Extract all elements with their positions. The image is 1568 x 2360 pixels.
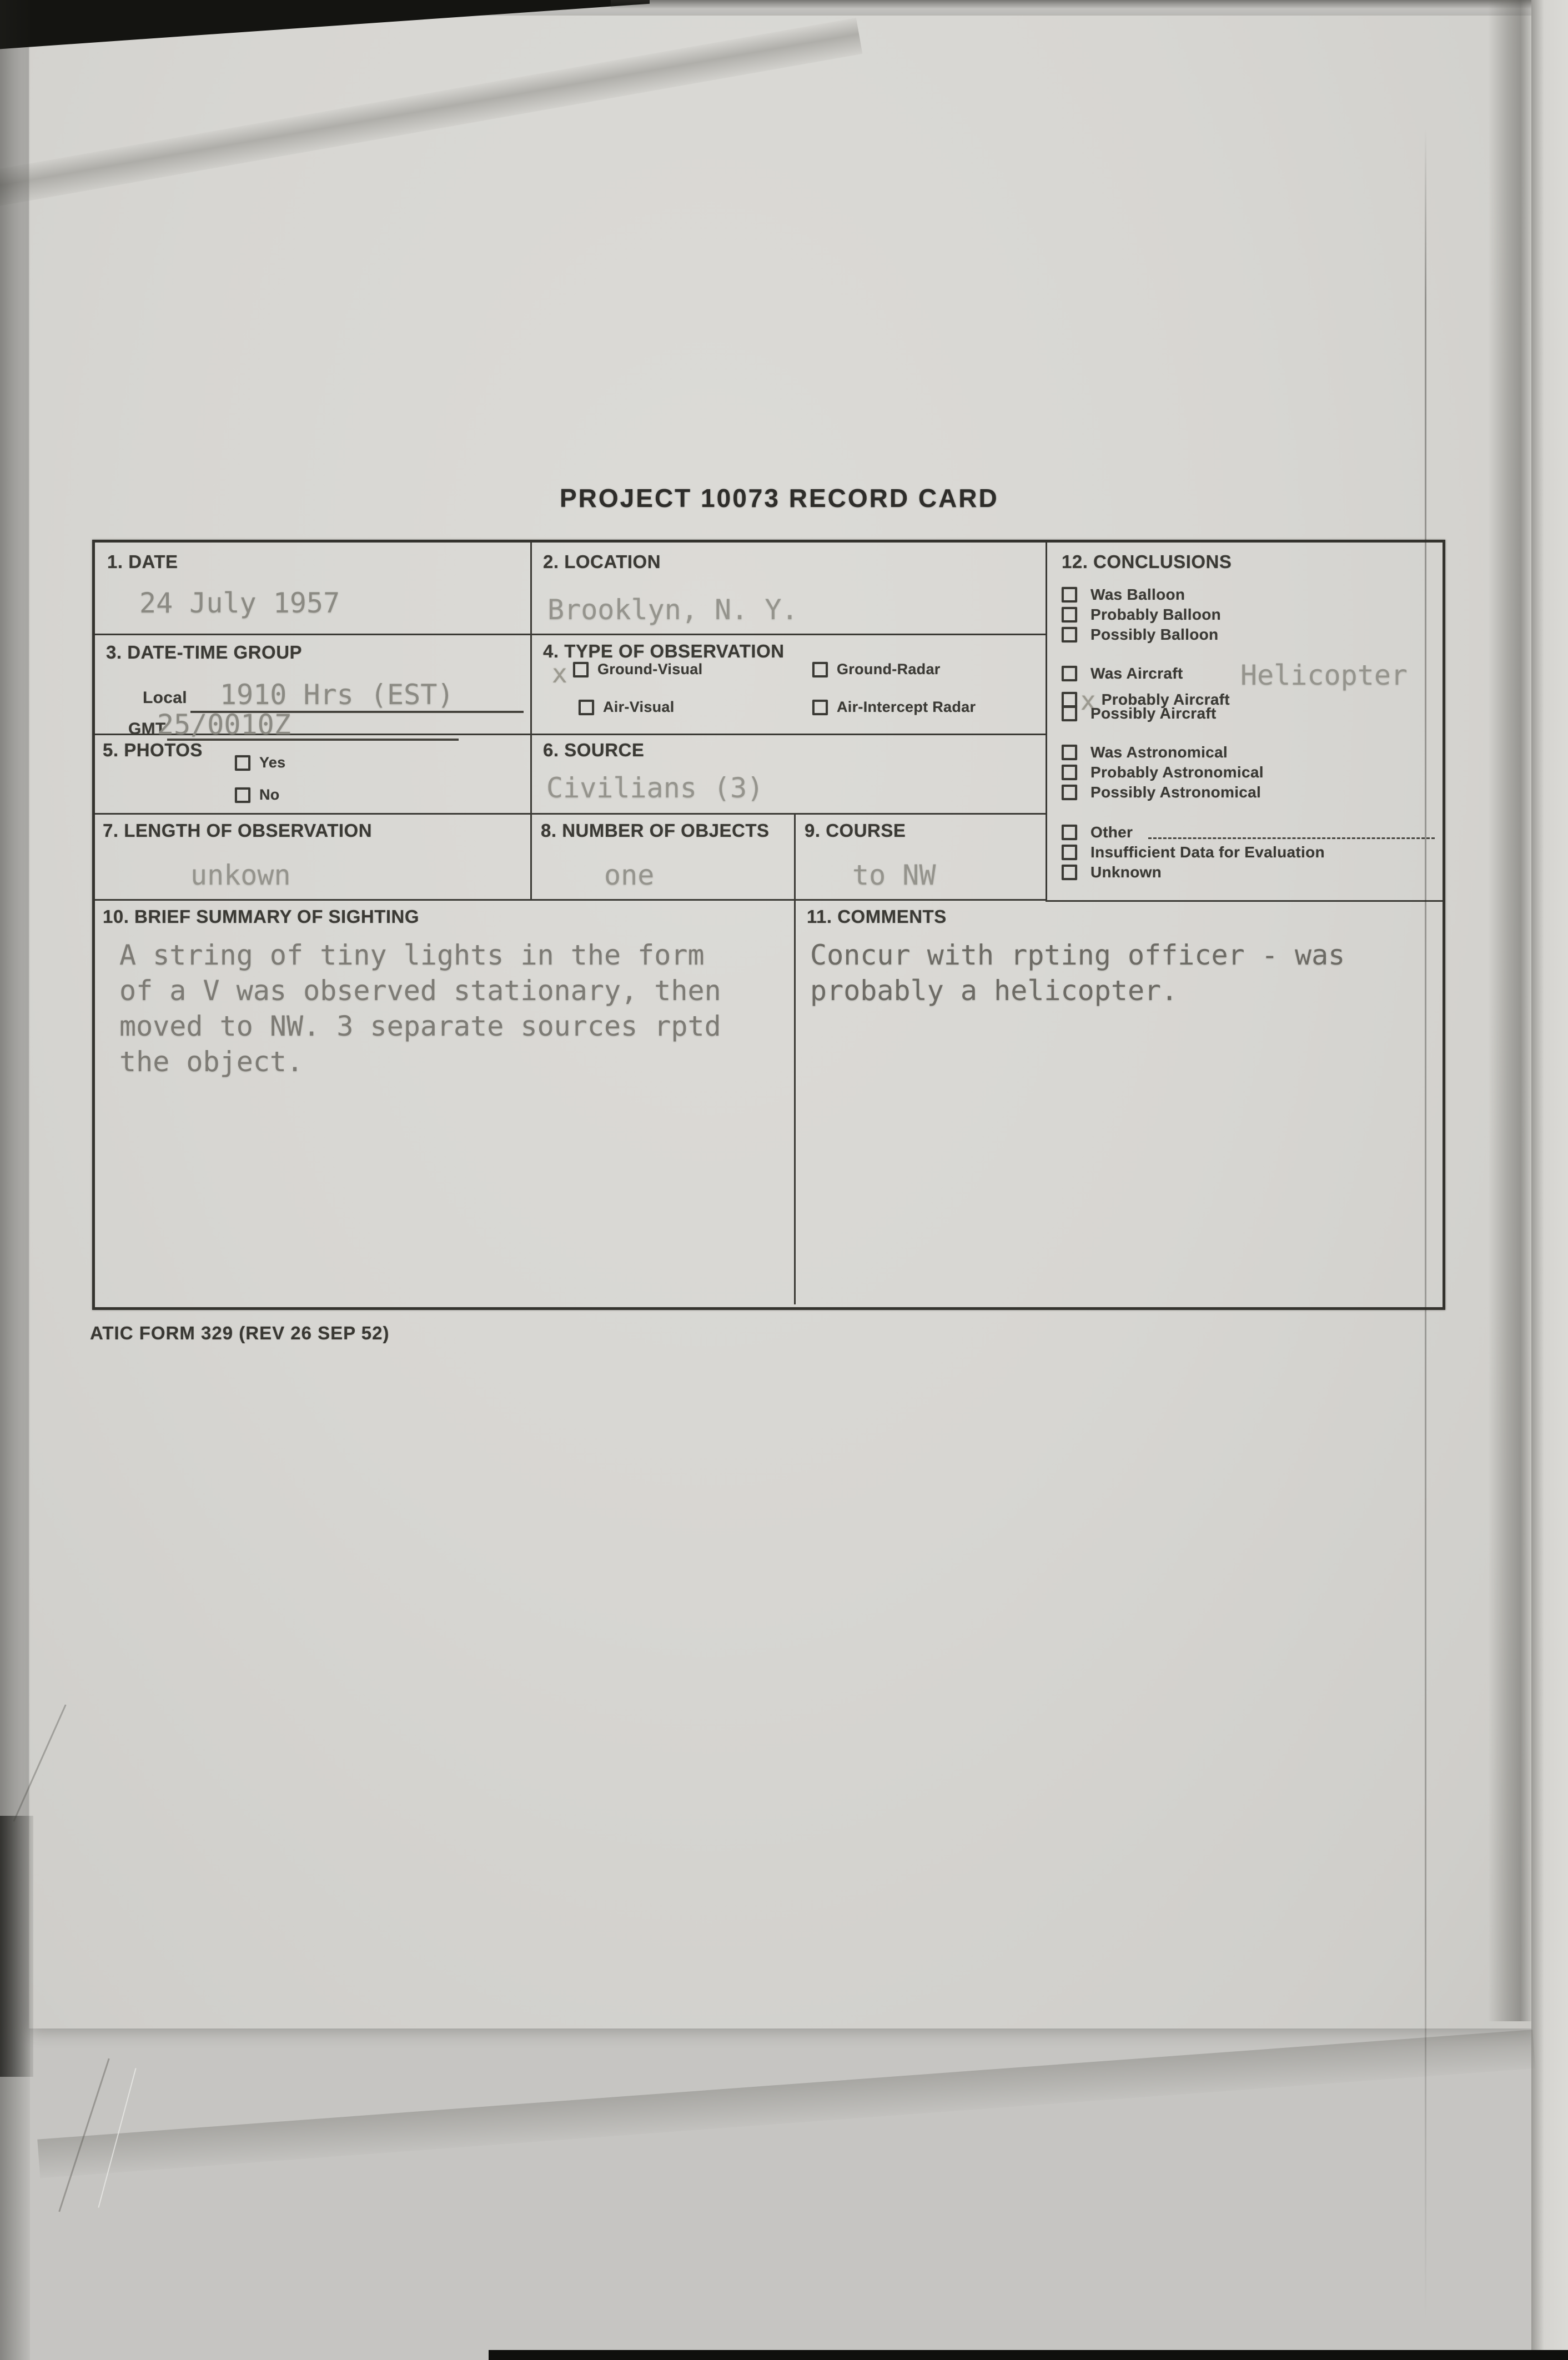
probably-balloon-checkbox	[1062, 607, 1077, 622]
number-of-objects-value: one	[604, 859, 655, 891]
air-intercept-radar-label: Air-Intercept Radar	[837, 699, 976, 715]
conclusion-row	[1062, 659, 1435, 691]
scan-smudge-top	[611, 0, 1568, 9]
cell-source	[532, 735, 1046, 815]
scan-edge-bottom	[489, 2350, 1568, 2360]
conclusion-row	[1062, 586, 1435, 604]
gmt-value: 25/0010Z	[157, 709, 291, 741]
scan-edge-right-band	[1488, 0, 1531, 2021]
possibly-balloon-checkbox	[1062, 627, 1077, 642]
scan-edge-right	[1531, 0, 1568, 2360]
photos-yes-checkbox	[235, 755, 250, 771]
cell-comments	[796, 901, 1443, 1304]
number-of-objects-label: 8. NUMBER OF OBJECTS	[541, 820, 770, 841]
ground-radar-checkbox	[812, 662, 828, 677]
insufficient-data-checkbox	[1062, 845, 1077, 860]
conclusion-row	[1062, 784, 1435, 801]
was-aircraft-checkbox	[1062, 666, 1077, 681]
comments-label: 11. COMMENTS	[807, 906, 947, 927]
photos-yes-label: Yes	[259, 754, 286, 771]
conclusion-label: Probably Aircraft	[1101, 691, 1230, 708]
conclusion-label: Possibly Astronomical	[1090, 784, 1262, 801]
conclusion-row	[1062, 863, 1435, 881]
record-card-form	[92, 540, 1445, 1310]
summary-line: the object.	[119, 1046, 304, 1078]
air-visual-label: Air-Visual	[603, 699, 675, 715]
date-value: 24 July 1957	[139, 587, 340, 619]
date-time-group-label: 3. DATE-TIME GROUP	[106, 642, 303, 662]
comments-line: probably a helicopter.	[810, 975, 1178, 1007]
aircraft-annotation: Helicopter	[1240, 659, 1408, 691]
summary-line: moved to NW. 3 separate sources rptd	[119, 1010, 721, 1042]
comments-line: Concur with rpting officer - was	[810, 939, 1345, 971]
ground-visual-option	[552, 659, 703, 689]
location-value: Brooklyn, N. Y.	[547, 594, 798, 626]
photos-yes-option	[235, 754, 285, 771]
was-balloon-checkbox	[1062, 587, 1077, 602]
unknown-checkbox	[1062, 865, 1077, 880]
cell-location	[532, 543, 1046, 635]
length-of-observation-value: unkown	[190, 859, 291, 891]
source-label: 6. SOURCE	[543, 740, 645, 760]
x-mark: x	[552, 659, 567, 689]
location-label: 2. LOCATION	[543, 551, 661, 572]
comments-text	[810, 937, 1345, 1008]
cell-date	[95, 543, 532, 635]
conclusion-row	[1062, 824, 1435, 841]
air-intercept-radar-option	[812, 699, 976, 716]
conclusion-label: Unknown	[1090, 863, 1162, 881]
summary-label: 10. BRIEF SUMMARY OF SIGHTING	[103, 906, 420, 927]
page-title: PROJECT 10073 RECORD CARD	[560, 484, 999, 513]
summary-text	[119, 937, 721, 1079]
date-label: 1. DATE	[107, 551, 178, 572]
cell-number-of-objects	[532, 815, 796, 901]
conclusion-label: Was Balloon	[1090, 586, 1185, 603]
conclusion-row	[1062, 705, 1435, 722]
type-of-observation-label: 4. TYPE OF OBSERVATION	[543, 641, 785, 661]
summary-line: of a V was observed stationary, then	[119, 975, 721, 1007]
conclusion-row	[1062, 744, 1435, 761]
conclusion-row	[1062, 843, 1435, 861]
conclusion-label: Was Astronomical	[1090, 744, 1228, 761]
cell-type-of-observation	[532, 635, 1046, 735]
conclusion-row	[1062, 626, 1435, 644]
gmt-label: GMT	[128, 720, 166, 738]
was-astronomical-checkbox	[1062, 745, 1077, 760]
course-value: to NW	[852, 859, 936, 891]
source-value: Civilians (3)	[546, 772, 764, 804]
ground-radar-option	[812, 661, 941, 678]
ground-visual-checkbox	[573, 662, 589, 677]
probably-astronomical-checkbox	[1062, 765, 1077, 780]
summary-line: A string of tiny lights in the form	[119, 939, 705, 971]
air-visual-checkbox	[579, 700, 594, 715]
other-checkbox	[1062, 825, 1077, 840]
scratch-line-vertical	[1425, 128, 1426, 2321]
conclusion-label: Probably Astronomical	[1090, 764, 1264, 781]
conclusion-row	[1062, 764, 1435, 781]
photos-no-checkbox	[235, 787, 250, 803]
scan-edge-left-dark	[0, 1816, 33, 2077]
conclusion-label: Insufficient Data for Evaluation	[1090, 843, 1325, 861]
x-mark: x	[1080, 686, 1096, 716]
cell-date-time-group	[95, 635, 532, 741]
ground-radar-label: Ground-Radar	[837, 661, 941, 677]
local-label: Local	[143, 689, 187, 707]
local-value: 1910 Hrs (EST)	[220, 679, 454, 711]
possibly-aircraft-checkbox	[1062, 706, 1077, 721]
photos-no-label: No	[259, 786, 280, 803]
ground-visual-label: Ground-Visual	[597, 661, 703, 677]
conclusion-label: Probably Balloon	[1090, 606, 1222, 623]
cell-photos	[95, 735, 532, 815]
air-intercept-radar-checkbox	[812, 700, 828, 715]
cell-length-of-observation	[95, 815, 532, 901]
air-visual-option	[579, 699, 675, 716]
conclusion-row	[1062, 606, 1435, 624]
paper-bottom-shadow	[37, 2030, 1535, 2178]
conclusion-label: Was Aircraft	[1090, 665, 1183, 682]
cell-course	[796, 815, 1046, 901]
conclusion-label: Possibly Balloon	[1090, 626, 1219, 643]
possibly-astronomical-checkbox	[1062, 785, 1077, 800]
length-of-observation-label: 7. LENGTH OF OBSERVATION	[103, 820, 373, 841]
other-blank-line	[1148, 826, 1435, 839]
cell-conclusions	[1046, 543, 1443, 902]
photos-label: 5. PHOTOS	[103, 740, 203, 760]
conclusion-label: Possibly Aircraft	[1090, 705, 1217, 722]
conclusion-label: Other	[1090, 824, 1133, 841]
course-label: 9. COURSE	[805, 820, 906, 841]
photos-no-option	[235, 786, 280, 804]
conclusions-label: 12. CONCLUSIONS	[1062, 551, 1232, 572]
form-number: ATIC FORM 329 (REV 26 SEP 52)	[90, 1323, 390, 1343]
cell-summary	[95, 901, 796, 1304]
